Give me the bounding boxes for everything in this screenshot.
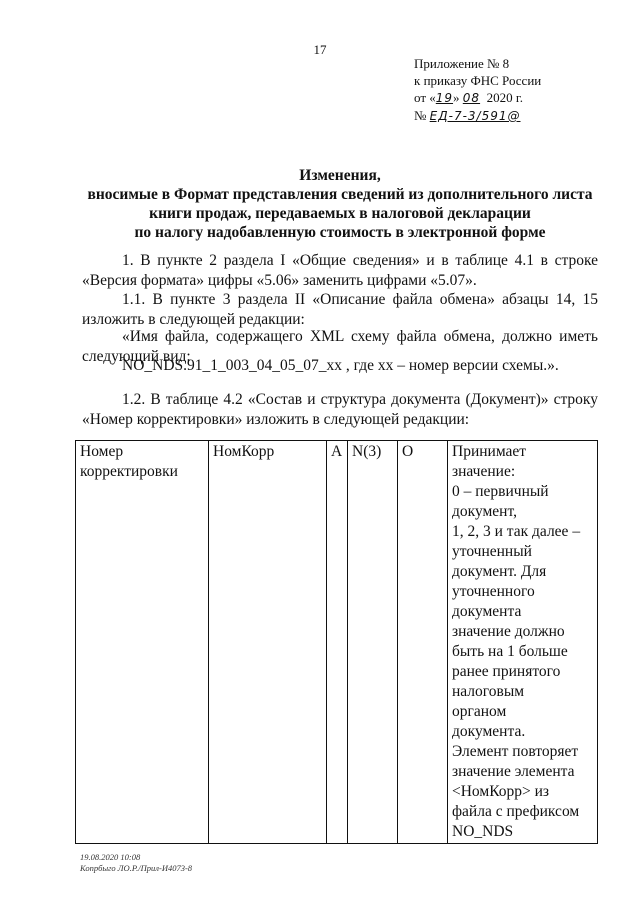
heading-line-1: Изменения, <box>299 167 381 184</box>
print-footer <box>80 852 192 874</box>
heading-line-3: книги продаж, передаваемых в налоговой декларации <box>149 205 531 222</box>
cell-description: Принимает значение: 0 – первичный документ, 1, 2, 3 и так далее – уточненный документ. Для уточненного документа значение должно быть на 1 больше ранее принятого налоговым органом документа. Элемент повторяет значение элемента <НомКорр> из файла с префиксом NO_NDS <box>448 441 598 844</box>
page-number: 17 <box>313 42 327 57</box>
cell-format: N(3) <box>348 441 398 844</box>
cell-type: А <box>327 441 348 844</box>
paragraph-1: 1. В пункте 2 раздела I «Общие сведения» и в таблице 4.1 в строке «Версия формата» цифры «5.06» заменить цифрами «5.07». <box>82 252 598 289</box>
appendix-title: Приложение № 8 <box>414 56 510 71</box>
handwritten-order-number: ЕД-7-3/591@ <box>429 109 521 123</box>
heading-line-2: вносимые в Формат представления сведений из дополнительного листа <box>87 186 593 203</box>
cell-required: О <box>398 441 448 844</box>
heading-line-4: по налогу надобавленную стоимость в электронной форме <box>134 224 546 241</box>
appendix-order: к приказу ФНС России <box>414 73 542 88</box>
appendix-number: № ЕД-7-3/591@ <box>414 108 521 123</box>
document-heading <box>70 166 610 242</box>
structure-table <box>75 440 598 844</box>
table-row <box>76 441 598 844</box>
paragraph-quote: «Имя файла, содержащего XML схему файла обмена, должно иметь следующий вид: <box>82 328 598 365</box>
footer-timestamp: 19.08.2020 10:08 <box>80 852 141 862</box>
handwritten-month: 08 <box>462 91 481 105</box>
paragraph-filename: NO_NDS.91_1_003_04_05_07_xx , где хх – номер версии схемы.». <box>122 357 559 374</box>
cell-element-name: Номер корректировки <box>76 441 209 844</box>
paragraph-1-1: 1.1. В пункте 3 раздела II «Описание файла обмена» абзацы 14, 15 изложить в следующей редакции: <box>82 291 598 328</box>
paragraph-1-2: 1.2. В таблице 4.2 «Состав и структура документа (Документ)» строку «Номер корректировки» изложить в следующей редакции: <box>82 391 598 428</box>
appendix-block <box>414 55 541 125</box>
footer-filepath: Копрбыго ЛО.Р./Прил-И4073-8 <box>80 863 193 873</box>
handwritten-day: 19 <box>435 91 454 105</box>
cell-tag: НомКорр <box>209 441 327 844</box>
appendix-date: от «19» 08 2020 г. <box>414 90 523 105</box>
